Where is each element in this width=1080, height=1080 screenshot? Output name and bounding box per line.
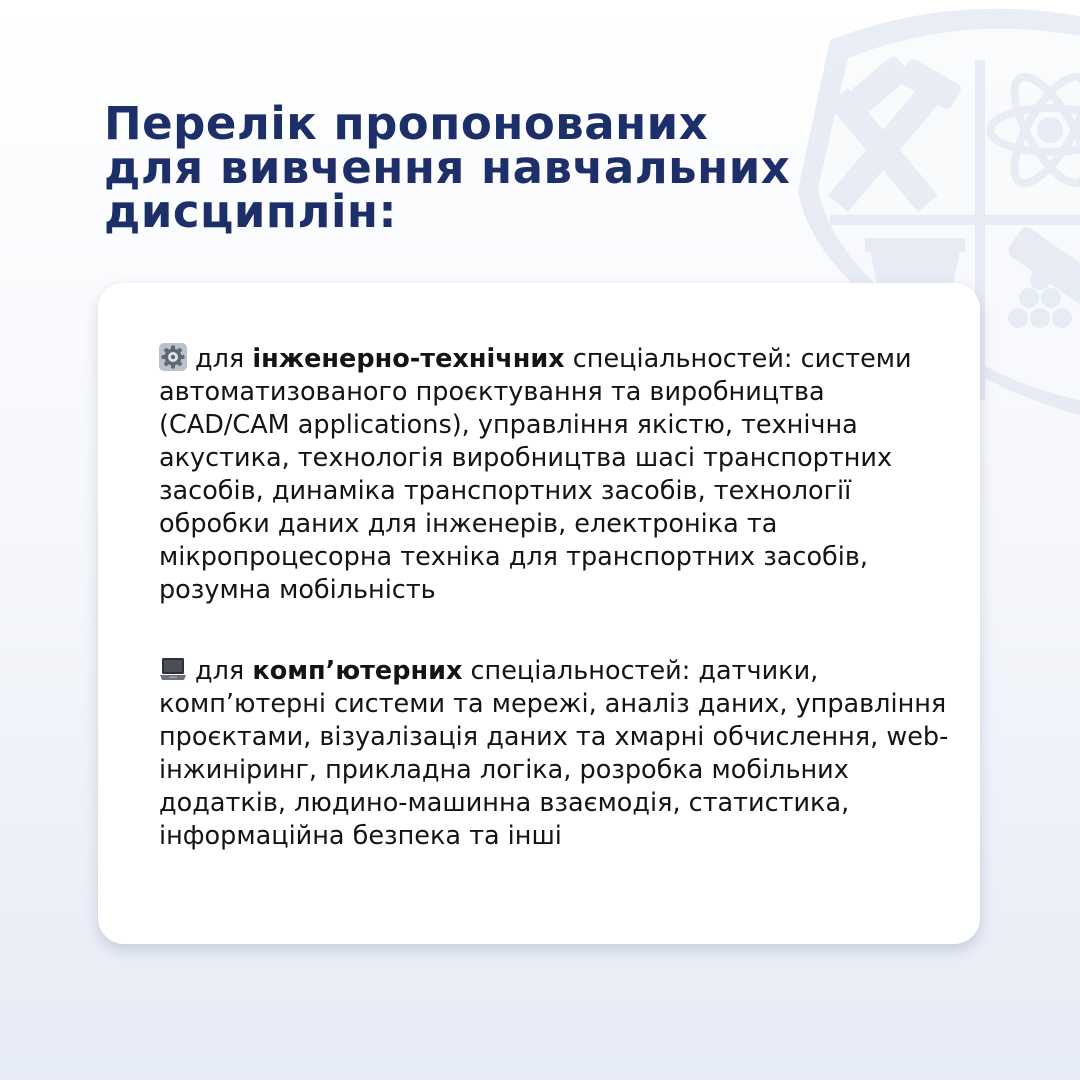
item-description: спеціальностей: датчики, комп’ютерні системи та мережі, аналіз даних, управління проєктами, візуалізація даних та хмарні обчислення, web-інжиніринг, прикладна логіка, розробка мобільних додатків, людино-машинна взаємодія, статистика, інформаційна безпека та інші: [159, 656, 949, 851]
computer-disciplines-item: [159, 655, 949, 853]
engineering-disciplines-item: [159, 343, 949, 607]
item-prefix: для: [195, 344, 245, 374]
item-category: інженерно-технічних: [252, 344, 565, 374]
page-title: Перелік пропонованих для вивчення навчальних дисциплін:: [104, 97, 791, 238]
item-description: спеціальностей: системи автоматизованого проєктування та виробництва (CAD/CAM applications), управління якістю, технічна акустика, технологія виробництва шасі транспортних засобів, динаміка транспортних засобів, технології обробки даних для інженерів, електроніка та мікропроцесорна техніка для транспортних засобів, розумна мобільність: [159, 344, 912, 605]
item-category: комп’ютерних: [252, 656, 463, 686]
item-prefix: для: [195, 656, 245, 686]
gear-icon: [159, 343, 187, 371]
disciplines-card: [98, 283, 980, 944]
laptop-icon: [159, 655, 187, 683]
